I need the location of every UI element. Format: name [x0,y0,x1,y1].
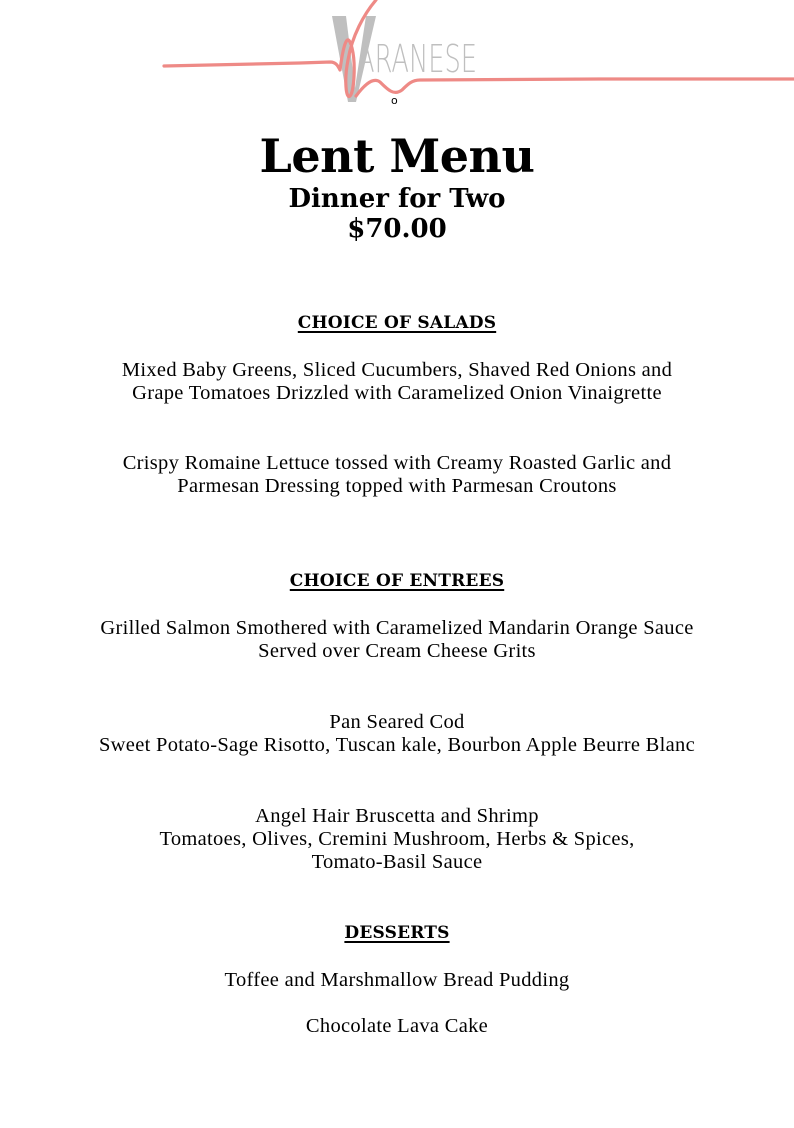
item-line: Sweet Potato-Sage Risotto, Tuscan kale, Bourbon Apple Beurre Blanc [98,734,695,756]
section-heading-salads: CHOICE OF SALADS [297,313,497,333]
menu-subtitle: Dinner for Two [288,184,506,214]
item-line: Tomatoes, Olives, Cremini Mushroom, Herbs & Spices, [159,828,635,850]
item-name: Chocolate Lava Cake [305,1015,489,1037]
dessert-item [0,969,794,992]
entree-item [0,711,794,757]
item-line: Served over Cream Cheese Grits [258,640,536,662]
item-name: Angel Hair Bruscetta and Shrimp [255,805,539,827]
item-line: Parmesan Dressing topped with Parmesan Croutons [177,475,617,497]
section-heading-entrees: CHOICE OF ENTREES [289,571,505,591]
salad-item [0,359,794,405]
logo-brand-text: ARANESE [357,37,477,81]
entree-item [0,617,794,663]
item-line: Grape Tomatoes Drizzled with Caramelized Onion Vinaigrette [132,382,662,404]
item-line: Tomato-Basil Sauce [311,851,483,873]
varanese-logo [0,0,794,110]
menu-header [0,130,794,244]
logo-small-mark: o [391,94,398,107]
item-line: Mixed Baby Greens, Sliced Cucumbers, Shaved Red Onions and [121,359,673,381]
dessert-item [0,1015,794,1038]
logo-wave-line [164,0,794,97]
menu-price: $70.00 [347,214,447,244]
item-line: Grilled Salmon Smothered with Caramelized Mandarin Orange Sauce [100,617,694,639]
item-name: Pan Seared Cod [329,711,465,733]
entree-item [0,805,794,874]
item-line: Crispy Romaine Lettuce tossed with Creamy Roasted Garlic and [122,452,672,474]
section-heading-desserts: DESSERTS [344,923,450,943]
logo-graphic [0,0,794,110]
menu-title: Lent Menu [259,129,535,183]
item-name: Toffee and Marshmallow Bread Pudding [224,969,570,991]
salad-item [0,452,794,498]
